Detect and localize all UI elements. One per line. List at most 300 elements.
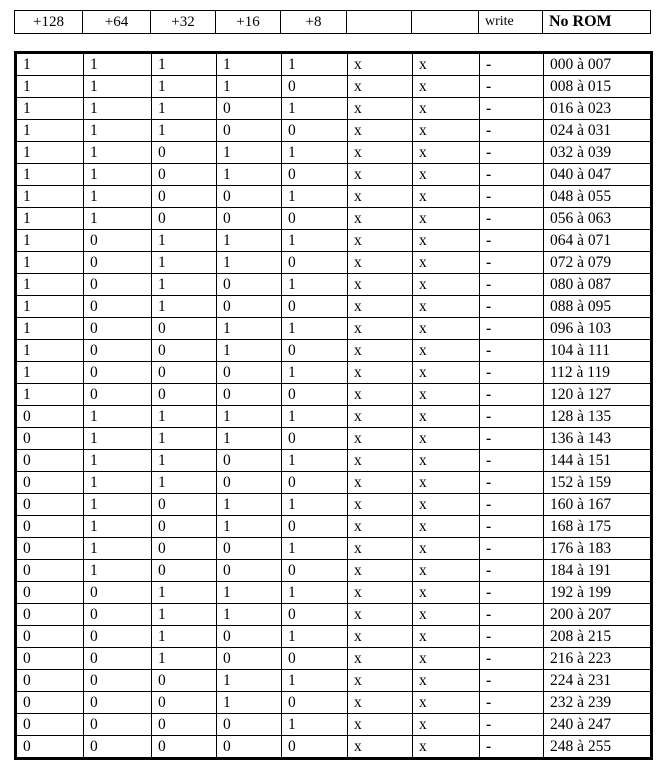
cell-bit-16: 1 <box>217 494 282 516</box>
cell-bit-64: 1 <box>84 120 152 142</box>
cell-bit-x1: x <box>348 120 413 142</box>
cell-rom-range: 048 à 055 <box>544 186 652 208</box>
cell-bit-8: 0 <box>282 208 348 230</box>
cell-bit-128: 0 <box>16 516 84 538</box>
cell-bit-128: 0 <box>16 406 84 428</box>
table-row <box>16 604 652 626</box>
cell-bit-16: 1 <box>217 604 282 626</box>
cell-write: - <box>480 362 544 384</box>
cell-rom-range: 088 à 095 <box>544 296 652 318</box>
cell-bit-128: 0 <box>16 450 84 472</box>
cell-bit-x1: x <box>348 76 413 98</box>
cell-bit-x2: x <box>413 626 480 648</box>
cell-bit-128: 1 <box>16 76 84 98</box>
cell-rom-range: 232 à 239 <box>544 692 652 714</box>
cell-bit-64: 1 <box>84 450 152 472</box>
cell-bit-8: 1 <box>282 362 348 384</box>
cell-bit-x2: x <box>413 274 480 296</box>
header-table <box>14 10 651 34</box>
table-row <box>16 230 652 252</box>
cell-bit-x1: x <box>348 472 413 494</box>
cell-bit-128: 1 <box>16 384 84 406</box>
table-row <box>16 582 652 604</box>
cell-bit-64: 0 <box>84 714 152 736</box>
table-row <box>16 208 652 230</box>
cell-write: - <box>480 274 544 296</box>
cell-bit-32: 1 <box>152 648 217 670</box>
table-row <box>16 318 652 340</box>
cell-bit-128: 1 <box>16 230 84 252</box>
cell-bit-128: 1 <box>16 142 84 164</box>
cell-bit-x2: x <box>413 208 480 230</box>
cell-rom-range: 200 à 207 <box>544 604 652 626</box>
cell-rom-range: 208 à 215 <box>544 626 652 648</box>
cell-bit-64: 1 <box>84 428 152 450</box>
cell-bit-128: 0 <box>16 626 84 648</box>
cell-write: - <box>480 626 544 648</box>
cell-rom-range: 120 à 127 <box>544 384 652 406</box>
header-cell-empty-1 <box>347 11 412 34</box>
cell-bit-x1: x <box>348 406 413 428</box>
cell-rom-range: 032 à 039 <box>544 142 652 164</box>
cell-bit-x1: x <box>348 516 413 538</box>
cell-bit-x2: x <box>413 582 480 604</box>
cell-bit-32: 0 <box>152 340 217 362</box>
cell-bit-64: 1 <box>84 494 152 516</box>
cell-bit-8: 0 <box>282 164 348 186</box>
cell-bit-x1: x <box>348 692 413 714</box>
table-row <box>16 362 652 384</box>
cell-bit-16: 0 <box>217 626 282 648</box>
cell-write: - <box>480 450 544 472</box>
cell-bit-x2: x <box>413 428 480 450</box>
cell-bit-128: 1 <box>16 362 84 384</box>
table-row <box>16 340 652 362</box>
cell-rom-range: 112 à 119 <box>544 362 652 384</box>
cell-bit-128: 0 <box>16 472 84 494</box>
cell-bit-8: 1 <box>282 450 348 472</box>
cell-bit-32: 1 <box>152 406 217 428</box>
cell-bit-8: 0 <box>282 120 348 142</box>
cell-bit-128: 1 <box>16 296 84 318</box>
cell-write: - <box>480 340 544 362</box>
cell-bit-16: 0 <box>217 274 282 296</box>
cell-bit-x2: x <box>413 362 480 384</box>
cell-bit-32: 1 <box>152 582 217 604</box>
cell-bit-x1: x <box>348 252 413 274</box>
cell-rom-range: 096 à 103 <box>544 318 652 340</box>
cell-write: - <box>480 560 544 582</box>
table-row <box>16 274 652 296</box>
cell-bit-64: 0 <box>84 648 152 670</box>
cell-bit-16: 0 <box>217 186 282 208</box>
cell-bit-64: 0 <box>84 230 152 252</box>
header-cell-8: +8 <box>281 11 347 34</box>
cell-bit-16: 0 <box>217 98 282 120</box>
cell-bit-x2: x <box>413 560 480 582</box>
cell-rom-range: 144 à 151 <box>544 450 652 472</box>
cell-bit-16: 1 <box>217 428 282 450</box>
cell-bit-64: 1 <box>84 164 152 186</box>
cell-bit-x1: x <box>348 626 413 648</box>
cell-bit-8: 0 <box>282 648 348 670</box>
cell-bit-128: 0 <box>16 604 84 626</box>
cell-bit-128: 1 <box>16 252 84 274</box>
table-row <box>16 714 652 736</box>
cell-bit-128: 1 <box>16 318 84 340</box>
cell-bit-8: 0 <box>282 340 348 362</box>
cell-bit-32: 0 <box>152 318 217 340</box>
cell-bit-16: 0 <box>217 648 282 670</box>
rom-mapping-table <box>14 51 653 760</box>
cell-bit-128: 1 <box>16 208 84 230</box>
cell-bit-64: 0 <box>84 340 152 362</box>
cell-bit-16: 1 <box>217 670 282 692</box>
header-cell-128: +128 <box>15 11 83 34</box>
cell-bit-128: 0 <box>16 428 84 450</box>
cell-bit-8: 0 <box>282 692 348 714</box>
cell-bit-64: 1 <box>84 516 152 538</box>
cell-rom-range: 240 à 247 <box>544 714 652 736</box>
cell-rom-range: 072 à 079 <box>544 252 652 274</box>
cell-bit-8: 1 <box>282 714 348 736</box>
cell-write: - <box>480 252 544 274</box>
cell-rom-range: 128 à 135 <box>544 406 652 428</box>
cell-bit-8: 0 <box>282 472 348 494</box>
cell-bit-64: 0 <box>84 582 152 604</box>
cell-bit-16: 1 <box>217 76 282 98</box>
cell-write: - <box>480 736 544 759</box>
cell-bit-16: 1 <box>217 164 282 186</box>
cell-bit-x1: x <box>348 736 413 759</box>
cell-bit-8: 1 <box>282 186 348 208</box>
cell-bit-x2: x <box>413 516 480 538</box>
cell-bit-x2: x <box>413 450 480 472</box>
table-row <box>16 186 652 208</box>
cell-write: - <box>480 670 544 692</box>
header-cell-32: +32 <box>151 11 216 34</box>
cell-bit-x1: x <box>348 428 413 450</box>
cell-rom-range: 184 à 191 <box>544 560 652 582</box>
cell-bit-64: 0 <box>84 692 152 714</box>
cell-bit-32: 0 <box>152 164 217 186</box>
cell-bit-32: 1 <box>152 230 217 252</box>
cell-write: - <box>480 604 544 626</box>
cell-bit-32: 0 <box>152 538 217 560</box>
cell-rom-range: 008 à 015 <box>544 76 652 98</box>
cell-bit-x1: x <box>348 450 413 472</box>
cell-bit-8: 1 <box>282 230 348 252</box>
cell-bit-x2: x <box>413 296 480 318</box>
header-cell-write: write <box>479 11 543 34</box>
table-row <box>16 472 652 494</box>
cell-write: - <box>480 516 544 538</box>
cell-bit-x2: x <box>413 318 480 340</box>
cell-bit-128: 0 <box>16 736 84 759</box>
cell-bit-x1: x <box>348 494 413 516</box>
table-row <box>16 296 652 318</box>
table-row <box>16 736 652 759</box>
cell-bit-16: 1 <box>217 692 282 714</box>
table-row <box>16 406 652 428</box>
cell-bit-64: 0 <box>84 318 152 340</box>
cell-bit-128: 0 <box>16 714 84 736</box>
cell-bit-x1: x <box>348 362 413 384</box>
cell-write: - <box>480 692 544 714</box>
cell-bit-128: 0 <box>16 560 84 582</box>
table-row <box>16 516 652 538</box>
cell-bit-128: 1 <box>16 120 84 142</box>
cell-rom-range: 176 à 183 <box>544 538 652 560</box>
cell-write: - <box>480 406 544 428</box>
cell-bit-32: 0 <box>152 186 217 208</box>
cell-bit-x2: x <box>413 648 480 670</box>
cell-bit-16: 0 <box>217 296 282 318</box>
cell-bit-32: 0 <box>152 384 217 406</box>
cell-bit-128: 1 <box>16 164 84 186</box>
cell-bit-x2: x <box>413 120 480 142</box>
table-row <box>16 98 652 120</box>
cell-bit-64: 1 <box>84 186 152 208</box>
cell-write: - <box>480 142 544 164</box>
table-row <box>16 626 652 648</box>
cell-write: - <box>480 472 544 494</box>
cell-bit-64: 1 <box>84 208 152 230</box>
cell-rom-range: 064 à 071 <box>544 230 652 252</box>
cell-bit-64: 1 <box>84 98 152 120</box>
cell-rom-range: 224 à 231 <box>544 670 652 692</box>
cell-bit-x1: x <box>348 142 413 164</box>
cell-bit-x2: x <box>413 142 480 164</box>
cell-rom-range: 136 à 143 <box>544 428 652 450</box>
table-row <box>16 76 652 98</box>
cell-bit-x1: x <box>348 186 413 208</box>
cell-bit-128: 1 <box>16 340 84 362</box>
cell-bit-x2: x <box>413 670 480 692</box>
cell-bit-x2: x <box>413 164 480 186</box>
cell-bit-128: 1 <box>16 274 84 296</box>
table-row <box>16 164 652 186</box>
cell-write: - <box>480 714 544 736</box>
cell-bit-x2: x <box>413 538 480 560</box>
cell-bit-x1: x <box>348 670 413 692</box>
cell-bit-64: 0 <box>84 362 152 384</box>
cell-bit-64: 1 <box>84 142 152 164</box>
cell-write: - <box>480 318 544 340</box>
cell-bit-32: 0 <box>152 736 217 759</box>
cell-bit-x1: x <box>348 648 413 670</box>
cell-bit-128: 0 <box>16 692 84 714</box>
cell-bit-8: 1 <box>282 318 348 340</box>
cell-write: - <box>480 494 544 516</box>
cell-bit-x1: x <box>348 53 413 76</box>
cell-write: - <box>480 582 544 604</box>
cell-bit-x2: x <box>413 692 480 714</box>
cell-bit-8: 1 <box>282 494 348 516</box>
cell-write: - <box>480 120 544 142</box>
cell-bit-64: 0 <box>84 736 152 759</box>
cell-bit-64: 0 <box>84 626 152 648</box>
cell-write: - <box>480 186 544 208</box>
cell-bit-16: 0 <box>217 120 282 142</box>
cell-rom-range: 192 à 199 <box>544 582 652 604</box>
cell-bit-32: 0 <box>152 208 217 230</box>
cell-bit-16: 0 <box>217 714 282 736</box>
cell-bit-x1: x <box>348 98 413 120</box>
cell-bit-128: 0 <box>16 582 84 604</box>
header-row <box>15 11 651 34</box>
cell-bit-32: 0 <box>152 692 217 714</box>
cell-bit-64: 1 <box>84 53 152 76</box>
header-cell-16: +16 <box>216 11 281 34</box>
cell-bit-x2: x <box>413 340 480 362</box>
cell-bit-32: 1 <box>152 53 217 76</box>
cell-rom-range: 160 à 167 <box>544 494 652 516</box>
cell-bit-8: 0 <box>282 384 348 406</box>
cell-bit-16: 1 <box>217 582 282 604</box>
cell-bit-8: 1 <box>282 670 348 692</box>
cell-bit-32: 0 <box>152 670 217 692</box>
cell-bit-x2: x <box>413 736 480 759</box>
cell-bit-32: 1 <box>152 252 217 274</box>
table-row <box>16 538 652 560</box>
cell-bit-32: 1 <box>152 274 217 296</box>
cell-bit-16: 1 <box>217 252 282 274</box>
cell-bit-32: 1 <box>152 120 217 142</box>
cell-bit-64: 0 <box>84 384 152 406</box>
cell-rom-range: 080 à 087 <box>544 274 652 296</box>
cell-write: - <box>480 384 544 406</box>
table-row <box>16 428 652 450</box>
cell-bit-x1: x <box>348 274 413 296</box>
cell-bit-128: 1 <box>16 53 84 76</box>
cell-bit-x1: x <box>348 318 413 340</box>
cell-rom-range: 016 à 023 <box>544 98 652 120</box>
cell-bit-8: 1 <box>282 142 348 164</box>
cell-bit-x1: x <box>348 296 413 318</box>
cell-bit-32: 1 <box>152 296 217 318</box>
cell-bit-x2: x <box>413 230 480 252</box>
cell-bit-32: 1 <box>152 428 217 450</box>
cell-bit-16: 1 <box>217 318 282 340</box>
cell-bit-32: 1 <box>152 626 217 648</box>
cell-rom-range: 248 à 255 <box>544 736 652 759</box>
cell-bit-64: 0 <box>84 604 152 626</box>
cell-bit-128: 0 <box>16 538 84 560</box>
cell-bit-x1: x <box>348 230 413 252</box>
cell-rom-range: 056 à 063 <box>544 208 652 230</box>
cell-bit-16: 0 <box>217 384 282 406</box>
cell-bit-64: 1 <box>84 472 152 494</box>
cell-bit-8: 1 <box>282 406 348 428</box>
table-row <box>16 670 652 692</box>
cell-bit-16: 1 <box>217 516 282 538</box>
cell-bit-x2: x <box>413 472 480 494</box>
cell-bit-16: 1 <box>217 53 282 76</box>
cell-bit-32: 0 <box>152 494 217 516</box>
cell-bit-128: 1 <box>16 98 84 120</box>
cell-bit-16: 0 <box>217 736 282 759</box>
cell-bit-x1: x <box>348 714 413 736</box>
cell-bit-128: 1 <box>16 186 84 208</box>
cell-bit-32: 1 <box>152 98 217 120</box>
cell-write: - <box>480 208 544 230</box>
cell-bit-x2: x <box>413 98 480 120</box>
cell-bit-64: 1 <box>84 76 152 98</box>
cell-write: - <box>480 428 544 450</box>
cell-bit-128: 0 <box>16 648 84 670</box>
table-row <box>16 53 652 76</box>
cell-bit-32: 0 <box>152 560 217 582</box>
cell-bit-x1: x <box>348 582 413 604</box>
cell-bit-16: 0 <box>217 450 282 472</box>
cell-bit-8: 0 <box>282 296 348 318</box>
cell-rom-range: 168 à 175 <box>544 516 652 538</box>
cell-bit-16: 1 <box>217 340 282 362</box>
header-cell-empty-2 <box>412 11 479 34</box>
cell-bit-x1: x <box>348 604 413 626</box>
cell-bit-16: 0 <box>217 362 282 384</box>
cell-bit-x2: x <box>413 252 480 274</box>
cell-write: - <box>480 296 544 318</box>
cell-bit-64: 0 <box>84 274 152 296</box>
cell-bit-32: 1 <box>152 604 217 626</box>
cell-rom-range: 000 à 007 <box>544 53 652 76</box>
cell-bit-x2: x <box>413 384 480 406</box>
cell-bit-x2: x <box>413 714 480 736</box>
table-row <box>16 384 652 406</box>
cell-write: - <box>480 230 544 252</box>
cell-bit-8: 1 <box>282 98 348 120</box>
cell-write: - <box>480 53 544 76</box>
cell-rom-range: 040 à 047 <box>544 164 652 186</box>
cell-bit-32: 0 <box>152 362 217 384</box>
cell-bit-16: 0 <box>217 208 282 230</box>
cell-bit-32: 1 <box>152 450 217 472</box>
cell-bit-32: 0 <box>152 142 217 164</box>
cell-bit-8: 0 <box>282 560 348 582</box>
table-row <box>16 252 652 274</box>
cell-bit-16: 1 <box>217 142 282 164</box>
cell-bit-64: 1 <box>84 538 152 560</box>
cell-bit-x1: x <box>348 384 413 406</box>
cell-rom-range: 024 à 031 <box>544 120 652 142</box>
cell-bit-x2: x <box>413 406 480 428</box>
table-row <box>16 142 652 164</box>
cell-rom-range: 104 à 111 <box>544 340 652 362</box>
table-row <box>16 648 652 670</box>
cell-bit-x1: x <box>348 538 413 560</box>
cell-bit-32: 0 <box>152 516 217 538</box>
cell-bit-8: 1 <box>282 53 348 76</box>
table-row <box>16 494 652 516</box>
cell-bit-8: 1 <box>282 538 348 560</box>
cell-bit-x2: x <box>413 53 480 76</box>
cell-bit-16: 1 <box>217 230 282 252</box>
cell-bit-32: 1 <box>152 76 217 98</box>
cell-write: - <box>480 648 544 670</box>
cell-bit-64: 0 <box>84 296 152 318</box>
table-row <box>16 692 652 714</box>
cell-bit-8: 0 <box>282 604 348 626</box>
cell-rom-range: 152 à 159 <box>544 472 652 494</box>
cell-bit-16: 0 <box>217 538 282 560</box>
cell-bit-x1: x <box>348 208 413 230</box>
cell-write: - <box>480 98 544 120</box>
cell-write: - <box>480 76 544 98</box>
header-cell-64: +64 <box>83 11 151 34</box>
cell-write: - <box>480 164 544 186</box>
